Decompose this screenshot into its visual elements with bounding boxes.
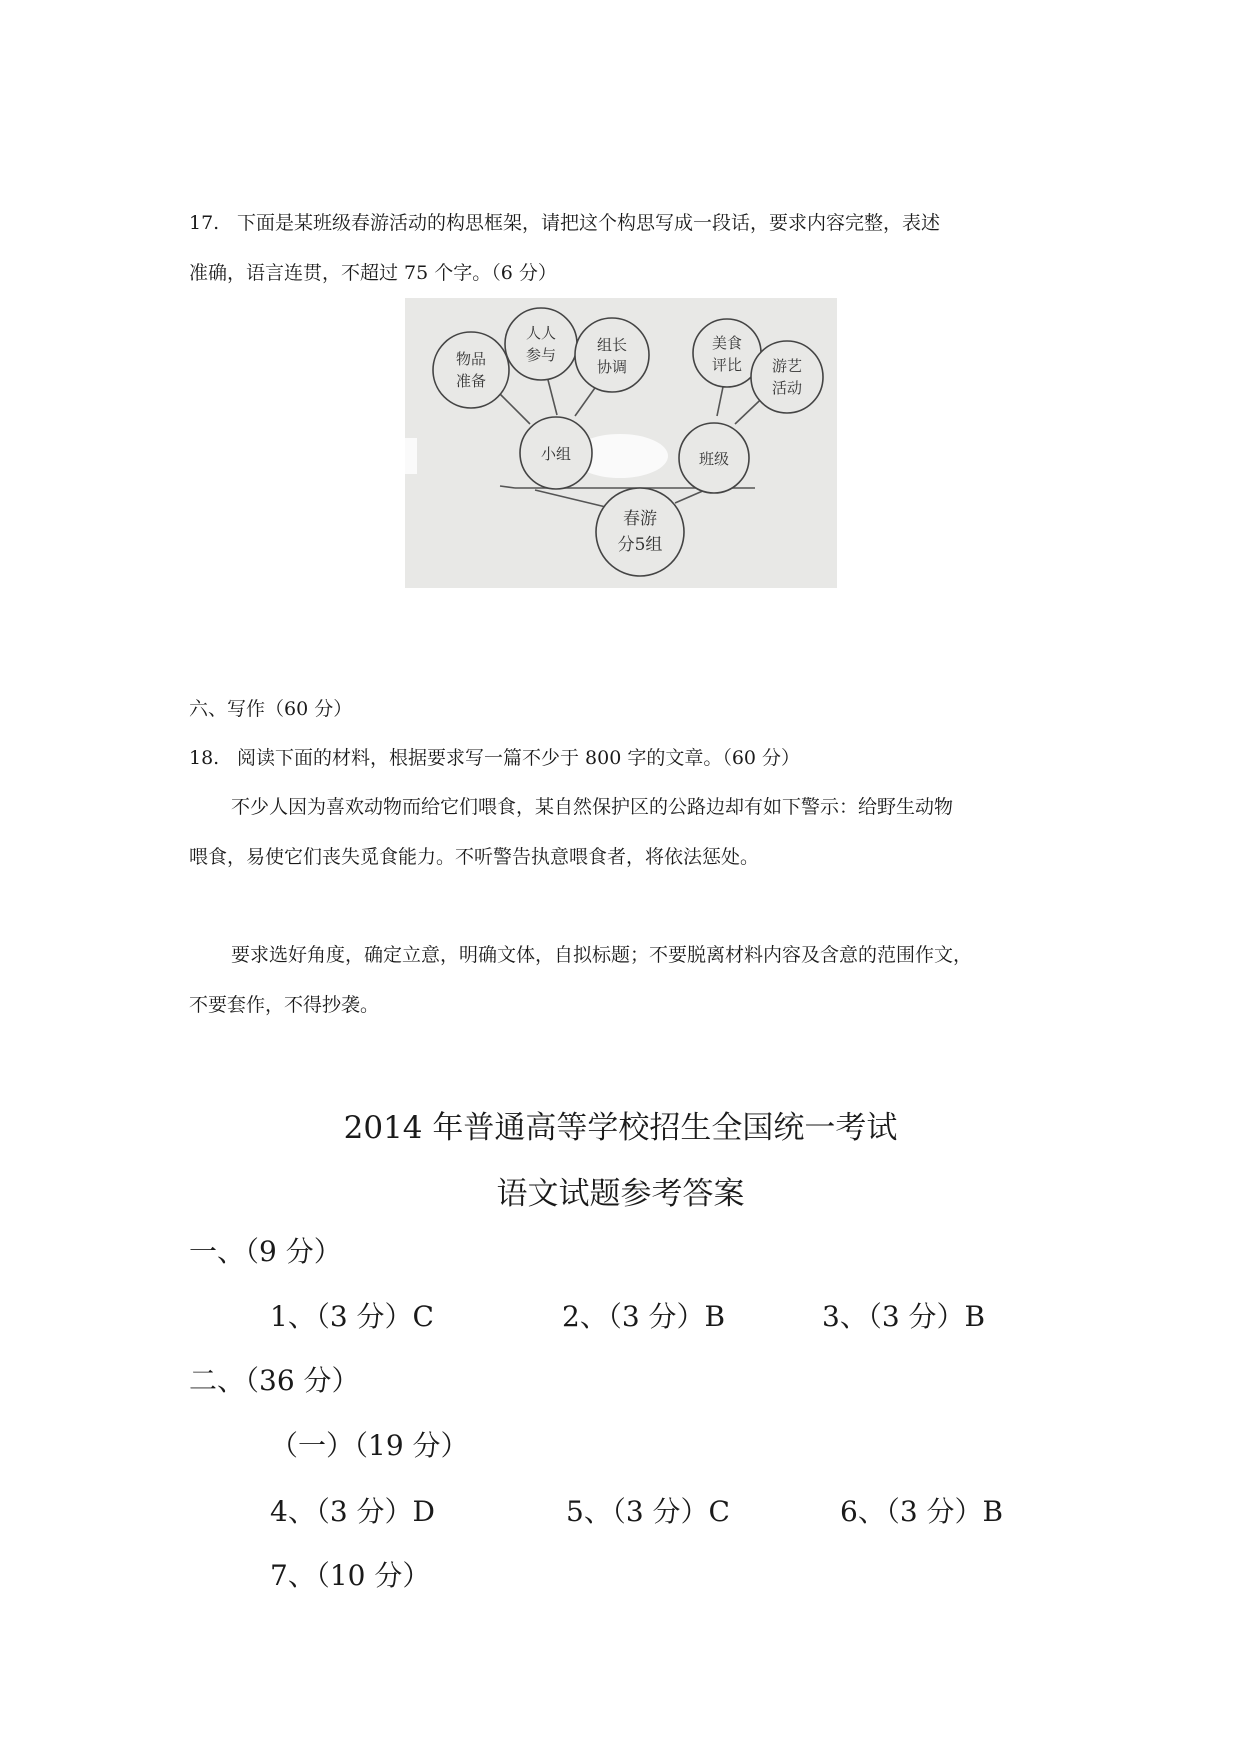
answer-5: 5、（3 分）C (566, 1495, 730, 1528)
answer-2: 2、（3 分）B (562, 1300, 726, 1333)
node-renren-1: 人人 (525, 324, 557, 342)
node-zuzhang-2: 协调 (596, 358, 628, 376)
q18-requirement-line1: 要求选好角度，确定立意，明确文体，自拟标题；不要脱离材料内容及含意的范围作文， (231, 944, 973, 966)
answers-sub1: （一）（19 分） (270, 1429, 469, 1462)
q17-line1 (189, 200, 1069, 247)
q17-number: 17. (189, 212, 220, 234)
node-wupin-2: 准备 (455, 372, 487, 390)
node-xiaozu: 小组 (540, 445, 572, 463)
node-chunyou-2: 分5组 (617, 535, 663, 555)
answers-title-2: 语文试题参考答案 (496, 1176, 745, 1212)
q18-material-line2: 喂食，易使它们丧失觅食能力。不听警告执意喂食者，将依法惩处。 (189, 846, 760, 868)
spring-outing-diagram (405, 298, 837, 588)
node-youyi-1: 游艺 (771, 357, 803, 375)
answer-6: 6、（3 分）B (840, 1495, 1004, 1528)
node-wupin-1: 物品 (455, 350, 487, 368)
answer-1: 1、（3 分）C (270, 1300, 434, 1333)
q18-prompt-line (189, 735, 1069, 782)
answers-part1: 一、（9 分） (189, 1235, 342, 1268)
answers-title-1: 2014 年普通高等学校招生全国统一考试 (343, 1110, 898, 1146)
node-banji: 班级 (698, 450, 730, 468)
q18-requirement-line2: 不要套作，不得抄袭。 (189, 994, 380, 1016)
answer-4: 4、（3 分）D (270, 1495, 435, 1528)
diagram-svg (405, 298, 837, 588)
q18-prompt: 阅读下面的材料，根据要求写一篇不少于 800 字的文章。（60 分） (237, 747, 801, 769)
q18-material-line1: 不少人因为喜欢动物而给它们喂食，某自然保护区的公路边却有如下警示：给野生动物 (231, 796, 954, 818)
q17-line2: 准确，语言连贯，不超过 75 个字。（6 分） (189, 262, 557, 284)
answer-7: 7、（10 分） (270, 1559, 431, 1592)
node-renren-2: 参与 (525, 346, 557, 364)
node-meishi-2: 评比 (711, 356, 743, 374)
answers-part2: 二、（36 分） (189, 1364, 360, 1397)
node-chunyou-1: 春游 (623, 509, 657, 529)
section6-heading: 六、写作（60 分） (189, 698, 353, 720)
q18-number: 18. (189, 747, 220, 769)
node-youyi-2: 活动 (771, 379, 803, 397)
node-meishi-1: 美食 (711, 334, 743, 352)
q17-text-line1: 下面是某班级春游活动的构思框架，请把这个构思写成一段话，要求内容完整，表述 (237, 212, 941, 234)
node-zuzhang-1: 组长 (596, 336, 628, 354)
answer-3: 3、（3 分）B (822, 1300, 986, 1333)
